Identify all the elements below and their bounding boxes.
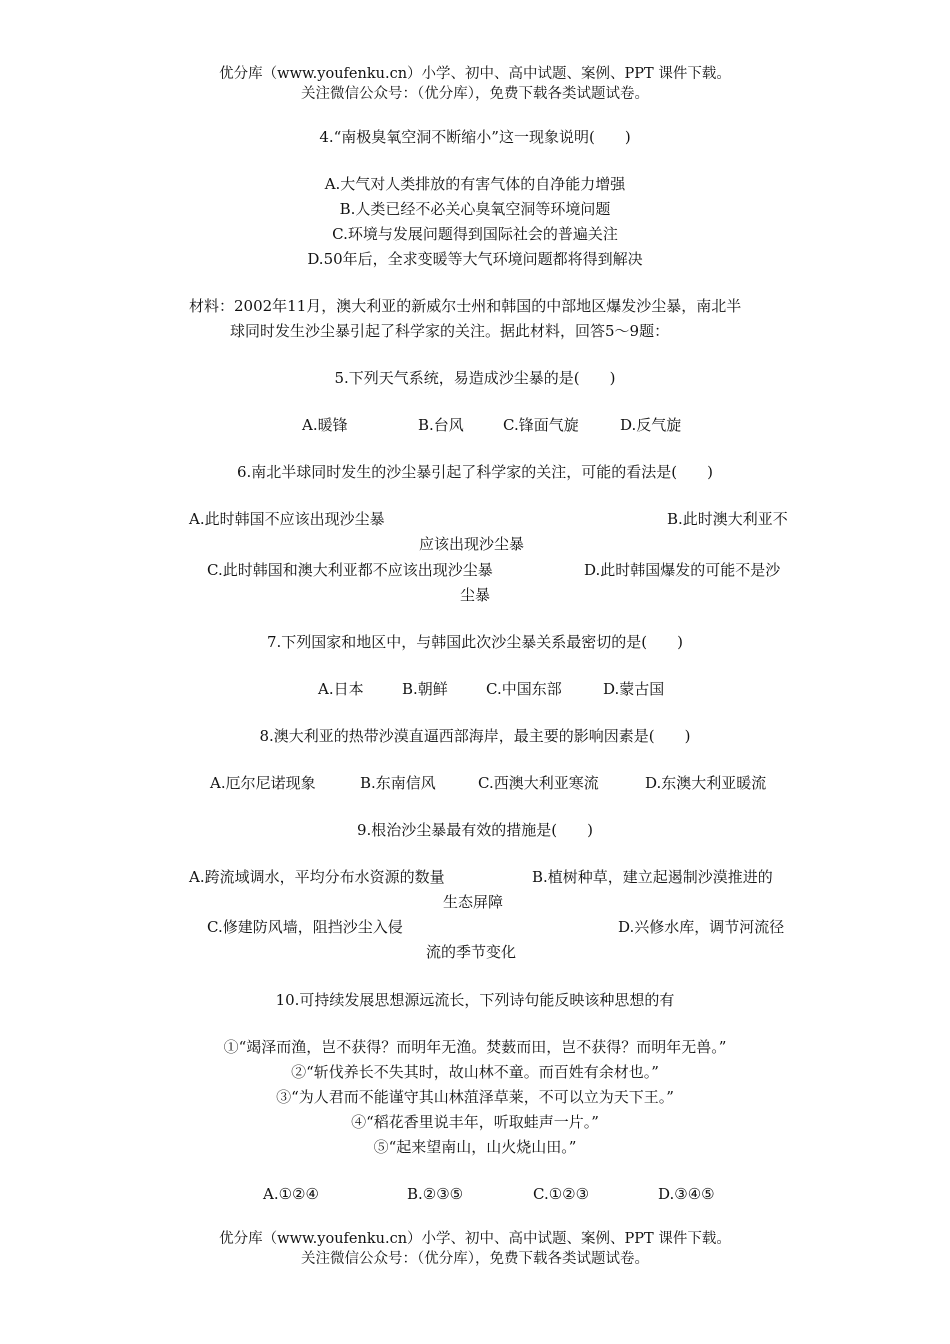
q10-poem-1: ①“竭泽而渔，岂不获得？而明年无渔。焚薮而田，岂不获得？而明年无兽。”: [223, 1038, 727, 1056]
material-line-2: 球同时发生沙尘暴引起了科学家的关注。据此材料，回答5～9题：: [230, 322, 670, 340]
q8-option-d: D.东澳大利亚暖流: [645, 774, 767, 792]
q9-option-d-line-1: D.兴修水库，调节河流径: [618, 918, 785, 936]
footer-line-2: 关注微信公众号：（优分库），免费下载各类试题试卷。: [301, 1251, 649, 1267]
q5-stem: 5.下列天气系统，易造成沙尘暴的是( ): [334, 369, 616, 387]
q7-option-b: B.朝鲜: [402, 680, 448, 698]
q10-option-b: B.②③⑤: [407, 1185, 464, 1203]
q10-poem-4: ④“稻花香里说丰年，听取蛙声一片。”: [351, 1113, 599, 1131]
q8-stem: 8.澳大利亚的热带沙漠直逼西部海岸，最主要的影响因素是( ): [259, 727, 691, 745]
q6-option-b-line-1: B.此时澳大利亚不: [667, 510, 788, 528]
q7-stem: 7.下列国家和地区中，与韩国此次沙尘暴关系最密切的是( ): [266, 633, 684, 651]
q10-poem-2: ②“斩伐养长不失其时，故山林不童。而百姓有余材也。”: [291, 1063, 659, 1081]
q7-option-a: A.日本: [318, 680, 364, 698]
q9-option-b-line-2: 生态屏障: [443, 893, 504, 911]
q7-option-d: D.蒙古国: [603, 680, 665, 698]
q4-option-d: D.50年后，全求变暖等大气环境问题都将得到解决: [307, 250, 643, 268]
q5-option-b: B.台风: [418, 416, 464, 434]
q10-stem: 10.可持续发展思想源远流长，下列诗句能反映该种思想的有: [275, 991, 675, 1009]
q10-option-c: C.①②③: [533, 1185, 590, 1203]
q8-option-b: B.东南信风: [360, 774, 436, 792]
header-line-2: 关注微信公众号：（优分库），免费下载各类试题试卷。: [301, 86, 649, 102]
q10-poem-3: ③“为人君而不能谨守其山林菹泽草莱，不可以立为天下王。”: [276, 1088, 674, 1106]
q7-option-c: C.中国东部: [486, 680, 562, 698]
q4-option-c: C.环境与发展问题得到国际社会的普遍关注: [332, 225, 618, 243]
q8-option-c: C.西澳大利亚寒流: [478, 774, 599, 792]
q4-option-b: B.人类已经不必关心臭氧空洞等环境问题: [339, 200, 611, 218]
q9-option-c: C.修建防风墙，阻挡沙尘入侵: [207, 918, 403, 936]
q6-stem: 6.南北半球同时发生的沙尘暴引起了科学家的关注，可能的看法是( ): [236, 463, 714, 481]
q10-option-a: A.①②④: [263, 1185, 319, 1203]
header-line-1: 优分库（www.youfenku.cn）小学、初中、高中试题、案例、PPT 课件下载。: [219, 66, 731, 82]
q9-option-a: A.跨流域调水，平均分布水资源的数量: [189, 868, 445, 886]
footer-line-1: 优分库（www.youfenku.cn）小学、初中、高中试题、案例、PPT 课件下载。: [219, 1231, 731, 1247]
q6-option-d-line-1: D.此时韩国爆发的可能不是沙: [584, 561, 781, 579]
material-line-1: 材料：2002年11月，澳大利亚的新威尔士州和韩国的中部地区爆发沙尘暴，南北半: [189, 297, 742, 315]
q4-option-a: A.大气对人类排放的有害气体的自净能力增强: [324, 175, 626, 193]
q9-stem: 9.根治沙尘暴最有效的措施是( ): [356, 821, 594, 839]
q4-stem: 4.“南极臭氧空洞不断缩小”这一现象说明( ): [319, 128, 631, 146]
q5-option-d: D.反气旋: [620, 416, 682, 434]
q5-option-c: C.锋面气旋: [503, 416, 579, 434]
q9-option-b-line-1: B.植树种草，建立起遏制沙漠推进的: [532, 868, 773, 886]
q9-option-d-line-2: 流的季节变化: [426, 943, 517, 961]
q6-option-c: C.此时韩国和澳大利亚都不应该出现沙尘暴: [207, 561, 493, 579]
q6-option-a: A.此时韩国不应该出现沙尘暴: [189, 510, 385, 528]
q10-poem-5: ⑤“起来望南山，山火烧山田。”: [373, 1138, 577, 1156]
q6-option-d-line-2: 尘暴: [460, 586, 491, 604]
q5-option-a: A.暖锋: [302, 416, 348, 434]
q6-option-b-line-2: 应该出现沙尘暴: [419, 535, 525, 553]
q10-option-d: D.③④⑤: [658, 1185, 715, 1203]
q8-option-a: A.厄尔尼诺现象: [210, 774, 316, 792]
